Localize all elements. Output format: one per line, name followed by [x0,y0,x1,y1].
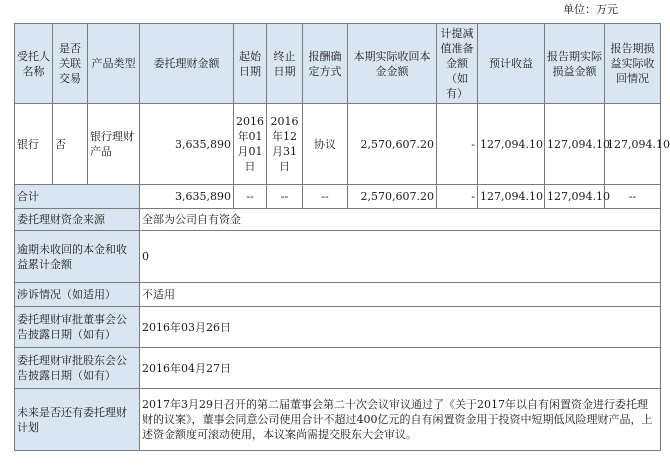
unit-label: 单位：万元 [563,3,618,16]
header-trustee: 受托人名称 [15,24,53,104]
info-value-fund-source: 全部为公司自有资金 [140,209,661,231]
header-principal-recovered: 本期实际收回本金金额 [348,24,437,104]
header-recovered-income: 报告期损益实际收回情况 [605,24,661,104]
info-value-future-plan: 2017年3月29日召开的第二届董事会第二十次会议审议通过了《关于2017年以自有闲置资金进行委托理财的议案》，董事会同意公司使用合计不超过400亿元的自有闲置资金用于投资中短期低风险理财产品，上述资金额度可滚动使用，本议案尚需提交股东大会审议。 [140,389,661,451]
info-label-shareholder-date: 委托理财审批股东会公告披露日期（如有） [15,348,140,389]
total-start-date: -- [234,185,267,209]
header-related: 是否关联交易 [53,24,88,104]
cell-related: 否 [53,104,88,185]
cell-impairment: - [437,104,478,185]
header-amount: 委托理财金额 [140,24,234,104]
entrusted-wealth-management-table [14,23,670,451]
info-value-shareholder-date: 2016年04月27日 [140,348,661,389]
header-expected-income: 预计收益 [478,24,545,104]
info-label-future-plan: 未来是否还有委托理财计划 [15,389,140,451]
info-label-overdue: 逾期未收回的本金和收益累计金额 [15,231,140,283]
info-row [15,209,661,231]
total-expected-income: 127,094.10 [478,185,545,209]
total-recovered-income: -- [605,185,661,209]
cell-end-date: 2016年12月31日 [267,104,303,185]
cell-pay-method: 协议 [303,104,348,185]
header-product-type: 产品类型 [88,24,140,104]
info-label-fund-source: 委托理财资金来源 [15,209,140,231]
info-label-litigation: 涉诉情况（如适用） [15,283,140,307]
info-row [15,283,661,307]
header-start-date: 起始日期 [234,24,267,104]
total-end-date: -- [267,185,303,209]
cell-principal-recovered: 2,570,607.20 [348,104,437,185]
total-actual-income: 127,094.10 [545,185,605,209]
info-row [15,307,661,348]
cell-trustee: 银行 [15,104,53,185]
info-value-litigation: 不适用 [140,283,661,307]
info-value-overdue: 0 [140,231,661,283]
table-row [15,104,661,185]
total-impairment: - [437,185,478,209]
cell-product-type: 银行理财产品 [88,104,140,185]
info-row [15,231,661,283]
total-amount: 3,635,890 [140,185,234,209]
total-row [15,185,661,209]
info-row [15,348,661,389]
info-value-board-date: 2016年03月26日 [140,307,661,348]
header-row [15,24,661,104]
total-principal-recovered: 2,570,607.20 [348,185,437,209]
cell-start-date: 2016年01月01日 [234,104,267,185]
header-actual-income: 报告期实际损益金额 [545,24,605,104]
total-pay-method: -- [303,185,348,209]
cell-recovered-income: 127,094.10 [605,104,661,185]
info-label-board-date: 委托理财审批董事会公告披露日期（如有） [15,307,140,348]
header-end-date: 终止日期 [267,24,303,104]
header-pay-method: 报酬确定方式 [303,24,348,104]
header-impairment: 计提减值准备金额（如有） [437,24,478,104]
cell-actual-income: 127,094.10 [545,104,605,185]
info-row [15,389,661,451]
total-label: 合计 [15,185,140,209]
cell-amount: 3,635,890 [140,104,234,185]
cell-expected-income: 127,094.10 [478,104,545,185]
